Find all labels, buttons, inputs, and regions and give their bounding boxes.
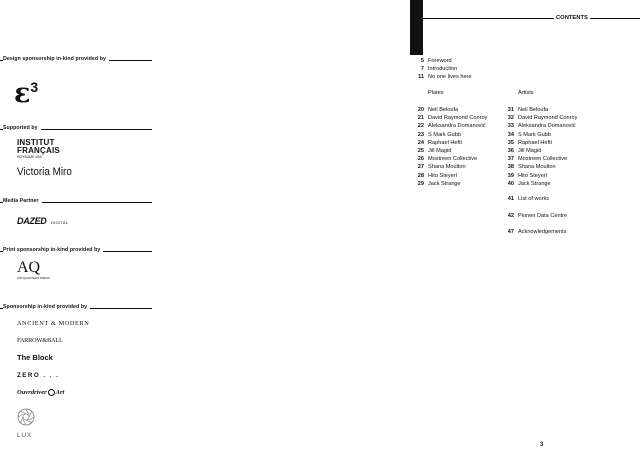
- toc-page-number: 35: [507, 139, 514, 146]
- toc-entry[interactable]: 11 No one lives here: [418, 74, 472, 81]
- toc-entry[interactable]: [504, 155, 577, 163]
- lux-logo: [17, 408, 35, 439]
- toc-page-number: 34: [507, 131, 514, 138]
- francais-text: FRANÇAIS: [17, 146, 60, 155]
- toc-entry[interactable]: [504, 163, 577, 171]
- circle-icon: [48, 389, 55, 396]
- toc-page-number: 26: [417, 156, 424, 163]
- toc-entry[interactable]: [414, 131, 487, 139]
- toc-page-number: 23: [417, 131, 424, 138]
- toc-label: Jack Strange: [518, 180, 551, 187]
- page-number: 3: [540, 442, 544, 448]
- farrow-ball-logo: FARROW&BALL: [17, 337, 63, 344]
- toc-page-number: 33: [507, 123, 514, 130]
- toc-label: Neil Beloufa: [428, 107, 459, 113]
- e3-logo: $\varepsilon^3$: [14, 78, 39, 109]
- section-heading: Sponsorship in-kind provided by: [3, 304, 90, 310]
- toc-label: Jill Magid: [428, 148, 452, 155]
- toc-label: David Raymond Conroy: [518, 115, 578, 122]
- toc-entry[interactable]: [414, 139, 487, 147]
- victoria-miro-logo: Victoria Miro: [17, 166, 72, 178]
- toc-entry[interactable]: 42 Pionen Data Centre: [507, 212, 568, 219]
- toc-page-number: 27: [417, 164, 424, 171]
- toc-entry[interactable]: [504, 139, 577, 147]
- toc-label: S Mark Gubb: [518, 131, 551, 138]
- toc-entry[interactable]: [504, 180, 577, 188]
- toc-entry[interactable]: [414, 114, 487, 122]
- toc-label: S Mark Gubb: [428, 131, 461, 138]
- toc-page-number: 32: [507, 115, 514, 122]
- toc-entry[interactable]: [414, 155, 487, 163]
- toc-page-number: 29: [417, 180, 424, 187]
- section-heading: Supported by: [3, 125, 41, 131]
- plates-heading: Plates: [428, 90, 444, 96]
- the-block-logo: The Block: [17, 353, 53, 362]
- toc-label: Raphael Hefti: [518, 139, 552, 146]
- section-heading: Print sponsorship in-kind provided by: [3, 247, 103, 253]
- toc-label: Mostreen Collective: [518, 156, 568, 163]
- plates-list: [414, 106, 487, 188]
- aq-text: AQ: [17, 259, 41, 276]
- toc-page-number: 20: [417, 107, 424, 113]
- toc-label: Neil Beloufa: [518, 107, 549, 113]
- section-heading: Design sponsorship in-kind provided by: [3, 56, 109, 62]
- toc-entry[interactable]: 47 Acknowledgements: [507, 229, 567, 236]
- royaume-uni-text: ROYAUME-UNI: [17, 155, 42, 159]
- toc-label: Aleksandra Domanović: [428, 123, 486, 130]
- toc-entry[interactable]: [414, 147, 487, 155]
- contents-title: CONTENTS: [556, 15, 588, 21]
- toc-label: Raphael Hefti: [428, 139, 462, 146]
- lux-text: LUX: [17, 432, 33, 439]
- toc-entry[interactable]: [504, 131, 577, 139]
- toc-entry[interactable]: [414, 106, 487, 114]
- dazed-digital-logo: [17, 211, 68, 229]
- toc-entry[interactable]: [504, 122, 577, 130]
- artists-list: [504, 106, 577, 188]
- toc-entry[interactable]: [504, 114, 577, 122]
- aq-logo: [17, 260, 50, 280]
- toc-entry[interactable]: 5 Foreword: [420, 58, 452, 64]
- toc-label: Aleksandra Domanović: [518, 123, 576, 130]
- zero-logo: ZERO . . .: [17, 372, 60, 379]
- toc-label: Shana Moulton: [518, 164, 556, 171]
- aq-subtext: ARTQUARTERS PRESS: [17, 276, 50, 280]
- toc-page-number: 40: [507, 180, 514, 187]
- toc-label: Mostreen Collective: [428, 156, 478, 163]
- toc-page-number: 36: [507, 148, 514, 155]
- toc-page-number: 28: [417, 172, 424, 179]
- toc-entry[interactable]: 41 List of works: [507, 196, 550, 202]
- toc-entry[interactable]: [504, 147, 577, 155]
- end-list: [504, 195, 567, 237]
- toc-entry[interactable]: [504, 172, 577, 180]
- toc-entry[interactable]: 7 Introduction: [420, 66, 458, 73]
- toc-label: David Raymond Conroy: [428, 115, 488, 122]
- toc-entry[interactable]: [414, 172, 487, 180]
- toc-page-number: 37: [507, 156, 514, 163]
- digital-text: DIGITAL: [50, 220, 69, 225]
- toc-entry[interactable]: [504, 106, 577, 114]
- toc-label: Hito Steyerl: [428, 172, 457, 179]
- toc-page-number: 22: [417, 123, 424, 130]
- toc-page-number: 21: [417, 115, 424, 122]
- section-heading: Media Partner: [3, 198, 42, 204]
- toc-page-number: 25: [417, 148, 424, 155]
- toc-entry[interactable]: [414, 163, 487, 171]
- art-text: Art: [55, 389, 65, 396]
- toc-label: Hito Steyerl: [518, 172, 547, 179]
- header-rule: [423, 18, 640, 19]
- overdriver-art-logo: [17, 389, 64, 396]
- black-bar: [410, 0, 423, 55]
- toc-label: Jack Strange: [428, 180, 461, 187]
- toc-entry[interactable]: [414, 180, 487, 188]
- toc-entry[interactable]: [414, 122, 487, 130]
- ancient-modern-logo: ANCIENT & MODERN: [17, 320, 90, 327]
- toc-page-number: 39: [507, 172, 514, 179]
- institut-text: INSTITUT: [17, 138, 55, 147]
- dazed-text: DAZED: [17, 216, 47, 226]
- toc-page-number: 31: [507, 107, 514, 113]
- toc-label: Jill Magid: [518, 148, 542, 155]
- artists-heading: Artists: [518, 90, 534, 96]
- institut-francais-logo: [17, 139, 60, 160]
- overdriver-text: Ouvrdriver: [17, 389, 47, 396]
- intro-list: [414, 57, 472, 82]
- toc-page-number: 38: [507, 164, 514, 171]
- toc-label: Shana Moulton: [428, 164, 466, 171]
- lux-aperture-icon: [17, 408, 35, 426]
- toc-page-number: 24: [417, 139, 424, 146]
